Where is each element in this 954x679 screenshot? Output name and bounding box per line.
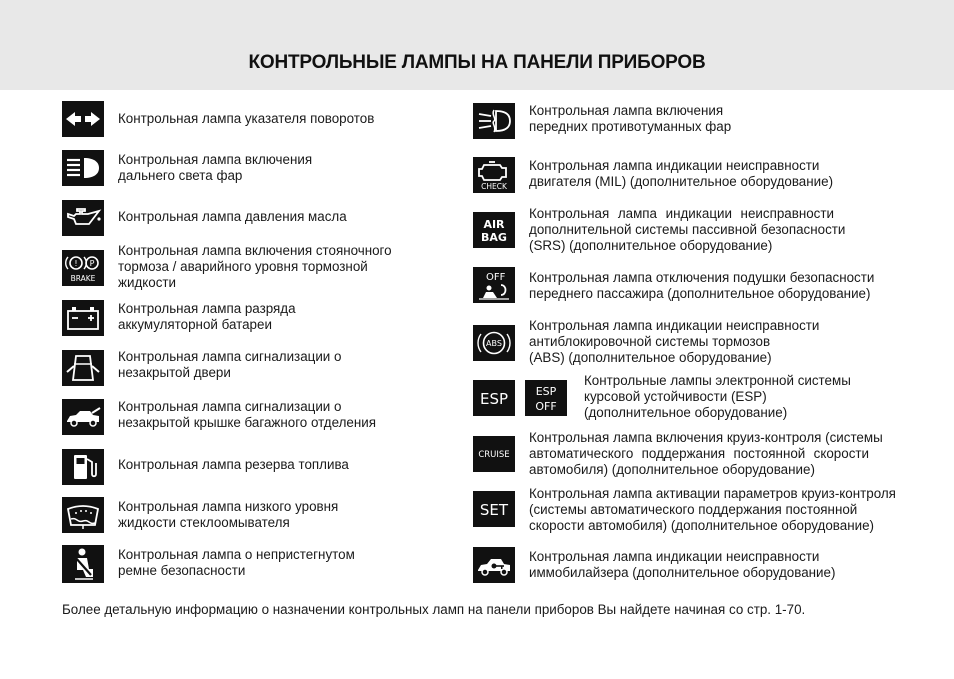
right-item-6-text: [529, 430, 883, 478]
left-item-5-text: [118, 349, 341, 381]
text-line: Контрольная лампа давления масла: [118, 209, 347, 224]
text-line: (ABS) (дополнительное оборудование): [529, 350, 772, 365]
text-line: тормоза / аварийного уровня тормозной: [118, 259, 368, 274]
esp-label: ESP: [479, 390, 509, 408]
set-icon: [473, 491, 515, 527]
check-label: CHECK: [481, 182, 507, 191]
text-line: аккумуляторной батареи: [118, 317, 272, 332]
text-line: двигателя (MIL) (дополнительное оборудование): [529, 174, 834, 189]
footer-note: Более детальную информацию о назначении контрольных ламп на панели приборов Вы найдете начиная со стр. 1-70.: [62, 602, 806, 617]
right-item-2-text: [529, 206, 846, 254]
left-item-8-text: [118, 499, 338, 531]
trunk-open-icon: [62, 399, 104, 435]
check-engine-icon: [473, 157, 515, 193]
abs-icon: [473, 325, 515, 361]
text-line: антиблокировочной системы тормозов: [529, 334, 771, 349]
text-line: ремне безопасности: [118, 563, 246, 578]
door-open-icon: [62, 350, 104, 386]
airbag-label-2: BAG: [481, 231, 507, 244]
text-line: дальнего света фар: [118, 168, 243, 183]
brake-label: BRAKE: [70, 274, 96, 283]
text-line: незакрытой двери: [118, 365, 231, 380]
esp-icon: [473, 380, 515, 416]
text-line: жидкости: [118, 275, 177, 290]
text-line: Контрольная лампа отключения подушки безопасности: [529, 270, 875, 285]
text-line: дополнительной системы пассивной безопасности: [529, 222, 846, 237]
text-line: Контрольная лампа о непристегнутом: [118, 547, 355, 562]
right-item-0-text: [529, 103, 731, 135]
text-line: Контрольная лампа сигнализации о: [118, 399, 342, 414]
text-line: Контрольная лампа индикации неисправности: [529, 206, 834, 221]
text-line: Контрольная лампа включения: [529, 103, 724, 118]
airbag-icon: [473, 212, 515, 248]
fuel-pump-icon: [62, 449, 104, 485]
text-line: курсовой устойчивости (ESP): [584, 389, 767, 404]
text-line: передних противотуманных фар: [529, 119, 732, 134]
seatbelt-icon: [62, 545, 104, 583]
right-item-7-text: [529, 486, 896, 534]
text-line: автоматического поддержания постоянной скорости: [529, 446, 869, 461]
text-line: Контрольная лампа индикации неисправности: [529, 158, 820, 173]
text-line: Контрольная лампа указателя поворотов: [118, 111, 375, 126]
esp-off-icon: [525, 380, 567, 416]
battery-icon: [62, 300, 104, 336]
text-line: Контрольная лампа индикации неисправности: [529, 549, 820, 564]
text-line: иммобилайзера (дополнительное оборудование): [529, 565, 836, 580]
text-line: (SRS) (дополнительное оборудование): [529, 238, 773, 253]
text-line: Контрольная лампа низкого уровня: [118, 499, 339, 514]
text-line: Контрольная лампа разряда: [118, 301, 296, 316]
text-line: незакрытой крышке багажного отделения: [118, 415, 376, 430]
front-fog-light-icon: [473, 103, 515, 139]
text-line: (системы автоматического поддержания постоянной: [529, 502, 858, 517]
left-item-9-text: [118, 547, 355, 579]
airbag-label-1: AIR: [483, 218, 505, 231]
text-line: автомобиля) (дополнительное оборудование): [529, 462, 815, 477]
header-band: [0, 0, 954, 90]
left-item-4-text: [118, 301, 296, 333]
left-item-6-text: [118, 399, 376, 431]
right-item-4-text: [529, 318, 819, 366]
esp-off-label-2: OFF: [535, 400, 557, 413]
abs-label: ABS: [486, 339, 502, 348]
right-item-1-text: [529, 158, 833, 190]
text-line: скорости автомобиля) (дополнительное оборудование): [529, 518, 874, 533]
right-item-3-text: [529, 270, 874, 302]
left-item-2-text: [118, 209, 347, 225]
airbag-off-label: OFF: [486, 272, 506, 283]
oil-can-icon: [62, 200, 104, 236]
text-line: Контрольная лампа включения: [118, 152, 313, 167]
brake-icon: [62, 250, 104, 286]
left-item-7-text: [118, 457, 349, 473]
page-title: КОНТРОЛЬНЫЕ ЛАМПЫ НА ПАНЕЛИ ПРИБОРОВ: [248, 52, 706, 73]
set-label: SET: [479, 501, 509, 519]
washer-fluid-icon: [62, 497, 104, 533]
immobilizer-icon: [473, 547, 515, 583]
text-line: Контрольная лампа индикации неисправности: [529, 318, 820, 333]
turn-signal-arrows-icon: [62, 101, 104, 137]
text-line: Контрольная лампа включения круиз-контроля (системы: [529, 430, 883, 445]
left-item-1-text: [118, 152, 312, 184]
text-line: жидкости стеклоомывателя: [118, 515, 290, 530]
text-line: Контрольная лампа включения стояночного: [118, 243, 392, 258]
text-line: Контрольная лампа сигнализации о: [118, 349, 342, 364]
text-line: Контрольные лампы электронной системы: [584, 373, 851, 388]
svg-text:!: !: [74, 259, 78, 268]
text-line: (дополнительное оборудование): [584, 405, 788, 420]
cruise-label: CRUISE: [478, 450, 510, 460]
right-item-5-text: [584, 373, 851, 421]
airbag-off-icon: [473, 267, 515, 303]
left-item-3-text: [118, 243, 392, 291]
cruise-icon: [473, 436, 515, 472]
svg-text:P: P: [89, 259, 95, 268]
left-item-0-text: [118, 111, 374, 127]
right-item-8-text: [529, 549, 835, 581]
esp-off-label-1: ESP: [535, 385, 557, 398]
text-line: переднего пассажира (дополнительное оборудование): [529, 286, 871, 301]
high-beam-icon: [62, 150, 104, 186]
text-line: Контрольная лампа активации параметров круиз-контроля: [529, 486, 896, 501]
text-line: Контрольная лампа резерва топлива: [118, 457, 349, 472]
